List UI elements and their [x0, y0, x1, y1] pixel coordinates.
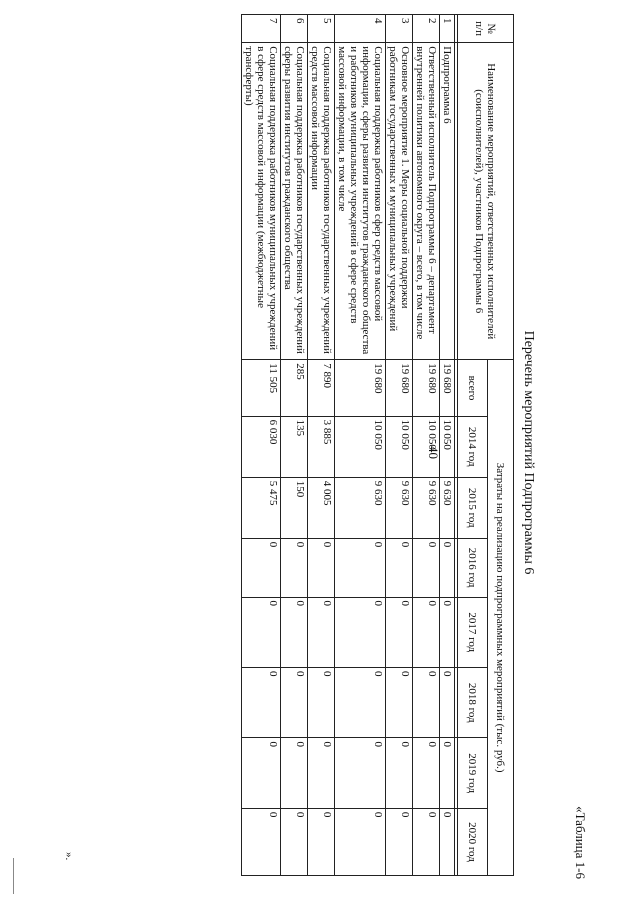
table-row	[386, 15, 413, 876]
row-value: 0	[242, 667, 281, 737]
row-name: Основное мероприятие 1. Меры социальной поддержки работникам государственных и муниципальных учреждений	[386, 43, 413, 360]
column-number	[455, 597, 458, 667]
header-year: 2019 год	[458, 738, 488, 808]
row-number: 4	[335, 15, 386, 43]
row-value: 0	[242, 597, 281, 667]
row-total: 7 890	[308, 360, 335, 416]
closing-quote: ».	[63, 852, 75, 861]
row-number: 7	[242, 15, 281, 43]
column-number	[455, 360, 458, 416]
row-value: 3 885	[308, 416, 335, 477]
row-value: 0	[440, 538, 455, 597]
row-value: 0	[308, 667, 335, 737]
row-name: Ответственный исполнитель Подпрограммы 6 – департамент внутренней политики автономного округа – всего, в том числе	[413, 43, 440, 360]
row-total: 11 505	[242, 360, 281, 416]
row-name: Социальная поддержка работников государственных учреждений средств массовой информации	[308, 43, 335, 360]
table-row	[308, 15, 335, 876]
row-value: 0	[308, 597, 335, 667]
header-year: 2018 год	[458, 667, 488, 737]
page-number: 40	[426, 446, 441, 459]
row-name: Социальная поддержка работников сфер средств массовой информации, сферы развития институтов гражданского общества и работников муниципальных учреждений в сфере средств массовой информации, в том числе	[335, 43, 386, 360]
row-value: 6 030	[242, 416, 281, 477]
row-total: 19 680	[440, 360, 455, 416]
row-total: 19 680	[335, 360, 386, 416]
header-year: 2015 год	[458, 477, 488, 538]
row-value: 0	[335, 808, 386, 875]
row-value: 0	[308, 738, 335, 808]
row-value: 0	[386, 738, 413, 808]
row-value: 0	[440, 597, 455, 667]
row-value: 0	[386, 538, 413, 597]
row-value: 9 630	[413, 477, 440, 538]
row-value: 0	[242, 538, 281, 597]
header-num: № п/п	[458, 15, 514, 43]
row-value: 0	[440, 738, 455, 808]
row-total: 285	[281, 360, 308, 416]
table-row	[242, 15, 281, 876]
row-value: 0	[335, 597, 386, 667]
header-name: Наименование мероприятий, ответственных исполнителей (соисполнителей), участников Подпрограммы 6	[458, 43, 514, 360]
column-number	[455, 416, 458, 477]
row-value: 0	[386, 808, 413, 875]
row-value: 0	[440, 667, 455, 737]
row-value: 0	[335, 738, 386, 808]
column-number	[455, 477, 458, 538]
column-number	[455, 667, 458, 737]
row-value: 9 630	[335, 477, 386, 538]
table-row	[413, 15, 440, 876]
column-number	[455, 538, 458, 597]
row-value: 150	[281, 477, 308, 538]
row-value: 0	[413, 667, 440, 737]
page-title: Перечень мероприятий Подпрограммы 6	[521, 330, 536, 575]
row-value: 9 630	[440, 477, 455, 538]
measures-table	[241, 14, 514, 876]
header-costs: Затраты на реализацию подпрограммных мероприятий (тыс. руб.)	[488, 360, 514, 876]
row-value: 0	[281, 808, 308, 875]
row-value: 0	[281, 538, 308, 597]
header-year: 2017 год	[458, 597, 488, 667]
header-year: 2016 год	[458, 538, 488, 597]
row-number: 5	[308, 15, 335, 43]
row-value: 0	[308, 538, 335, 597]
table-label: «Таблица 1-6	[573, 806, 588, 879]
column-number	[455, 43, 458, 360]
scan-mark	[13, 858, 14, 894]
row-value: 10 050	[413, 416, 440, 477]
row-value: 0	[335, 538, 386, 597]
column-number	[455, 808, 458, 875]
table-row	[281, 15, 308, 876]
row-value: 0	[440, 808, 455, 875]
column-number	[455, 738, 458, 808]
row-number: 6	[281, 15, 308, 43]
table-row	[440, 15, 455, 876]
table-row	[335, 15, 386, 876]
row-value: 0	[242, 738, 281, 808]
row-value: 0	[281, 597, 308, 667]
column-number	[455, 15, 458, 43]
row-value: 4 005	[308, 477, 335, 538]
row-total: 19 680	[413, 360, 440, 416]
row-value: 0	[281, 738, 308, 808]
row-value: 10 050	[335, 416, 386, 477]
row-value: 0	[308, 808, 335, 875]
row-value: 0	[386, 667, 413, 737]
row-number: 3	[386, 15, 413, 43]
row-name: Подпрограмма 6	[440, 43, 455, 360]
row-value: 10 050	[440, 416, 455, 477]
row-number: 2	[413, 15, 440, 43]
row-value: 0	[281, 667, 308, 737]
row-value: 0	[413, 808, 440, 875]
row-value: 10 050	[386, 416, 413, 477]
row-value: 9 630	[386, 477, 413, 538]
row-number: 1	[440, 15, 455, 43]
header-total: всего	[458, 360, 488, 416]
row-name: Социальная поддержка работников государственных учреждений сферы развития институтов гражданского общества	[281, 43, 308, 360]
header-year: 2020 год	[458, 808, 488, 875]
row-total: 19 680	[386, 360, 413, 416]
row-value: 0	[413, 538, 440, 597]
row-name: Социальная поддержка работников муниципальных учреждений в сфере средств массовой информации (межбюджетные трансферты)	[242, 43, 281, 360]
row-value: 0	[335, 667, 386, 737]
row-value: 5 475	[242, 477, 281, 538]
row-value: 0	[413, 738, 440, 808]
column-number-row	[455, 15, 458, 876]
row-value: 0	[386, 597, 413, 667]
row-value: 0	[242, 808, 281, 875]
header-year: 2014 год	[458, 416, 488, 477]
row-value: 0	[413, 597, 440, 667]
row-value: 135	[281, 416, 308, 477]
